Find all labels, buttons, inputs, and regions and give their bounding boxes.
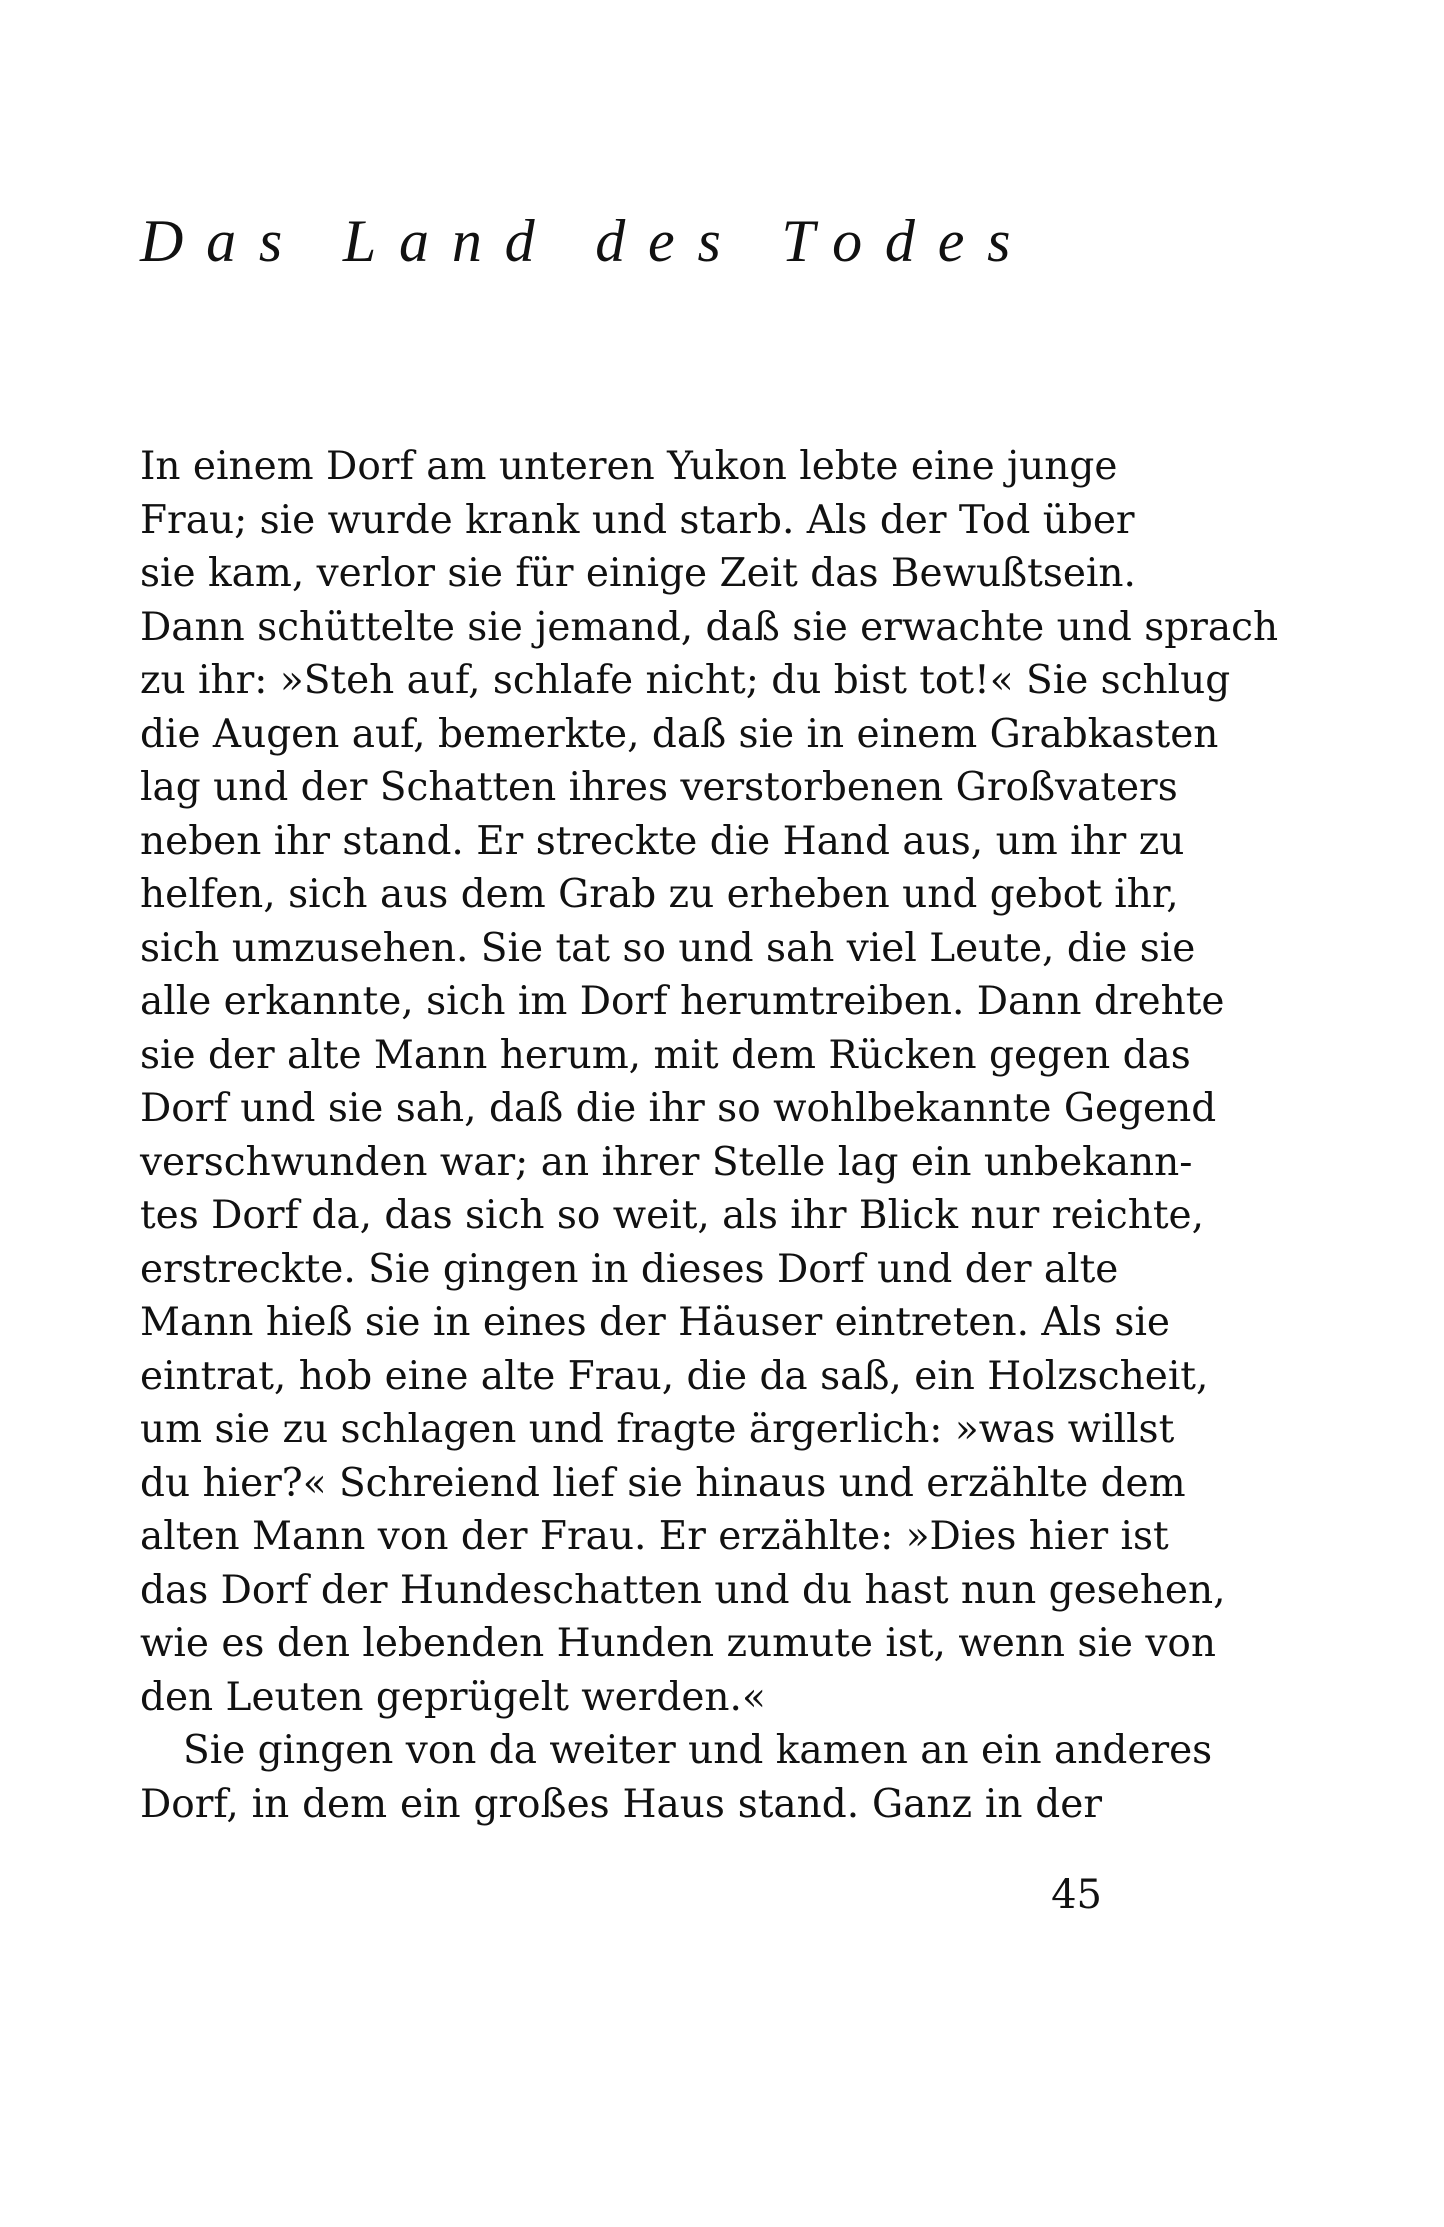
text-line: das Dorf der Hundeschatten und du hast nun gesehen,	[140, 1567, 1226, 1613]
text-line: wie es den lebenden Hunden zumute ist, wenn sie von	[140, 1621, 1217, 1666]
text-line: neben ihr stand. Er streckte die Hand aus, um ihr zu	[140, 818, 1185, 864]
text-line: erstreckte. Sie gingen in dieses Dorf und der alte	[140, 1246, 1119, 1292]
text-line: Dann schüttelte sie jemand, daß sie erwachte und sprach	[140, 604, 1279, 650]
paragraph	[140, 440, 1279, 1724]
text-line: sich umzusehen. Sie tat so und sah viel Leute, die sie	[140, 925, 1196, 971]
body-text	[140, 440, 1279, 1831]
text-line: die Augen auf, bemerkte, daß sie in einem Grabkasten	[140, 711, 1219, 757]
text-line: du hier?« Schreiend lief sie hinaus und erzählte dem	[140, 1460, 1186, 1506]
text-line: Sie gingen von da weiter und kamen an ein anderes	[183, 1728, 1213, 1773]
text-line: In einem Dorf am unteren Yukon lebte eine junge	[140, 444, 1118, 489]
text-line: Dorf und sie sah, daß die ihr so wohlbekannte Gegend	[140, 1086, 1217, 1131]
page-number: 45	[1051, 1872, 1102, 1918]
text-line: verschwunden war; an ihrer Stelle lag ein unbekann-	[140, 1139, 1193, 1185]
text-line: sie kam, verlor sie für einige Zeit das Bewußtsein.	[140, 551, 1136, 596]
chapter-title: Das Land des Todes	[140, 208, 1034, 274]
text-line: Mann hieß sie in eines der Häuser eintreten. Als sie	[140, 1300, 1170, 1345]
text-line: alten Mann von der Frau. Er erzählte: »Dies hier ist	[140, 1514, 1169, 1559]
text-line: tes Dorf da, das sich so weit, als ihr Blick nur reichte,	[140, 1193, 1204, 1238]
text-line: um sie zu schlagen und fragte ärgerlich: »was willst	[140, 1407, 1175, 1452]
text-line: alle erkannte, sich im Dorf herumtreiben. Dann drehte	[140, 979, 1225, 1024]
text-line: Dorf, in dem ein großes Haus stand. Ganz in der	[140, 1781, 1102, 1827]
paragraph	[140, 1724, 1213, 1831]
text-line: den Leuten geprügelt werden.«	[140, 1674, 766, 1720]
text-line: eintrat, hob eine alte Frau, die da saß, ein Holzscheit,	[140, 1353, 1209, 1399]
text-line: helfen, sich aus dem Grab zu erheben und gebot ihr,	[140, 872, 1179, 917]
text-line: Frau; sie wurde krank und starb. Als der Tod über	[140, 497, 1135, 543]
text-line: zu ihr: »Steh auf, schlafe nicht; du bist tot!« Sie schlug	[140, 658, 1231, 703]
text-line: lag und der Schatten ihres verstorbenen Großvaters	[140, 765, 1178, 810]
text-line: sie der alte Mann herum, mit dem Rücken gegen das	[140, 1032, 1191, 1078]
